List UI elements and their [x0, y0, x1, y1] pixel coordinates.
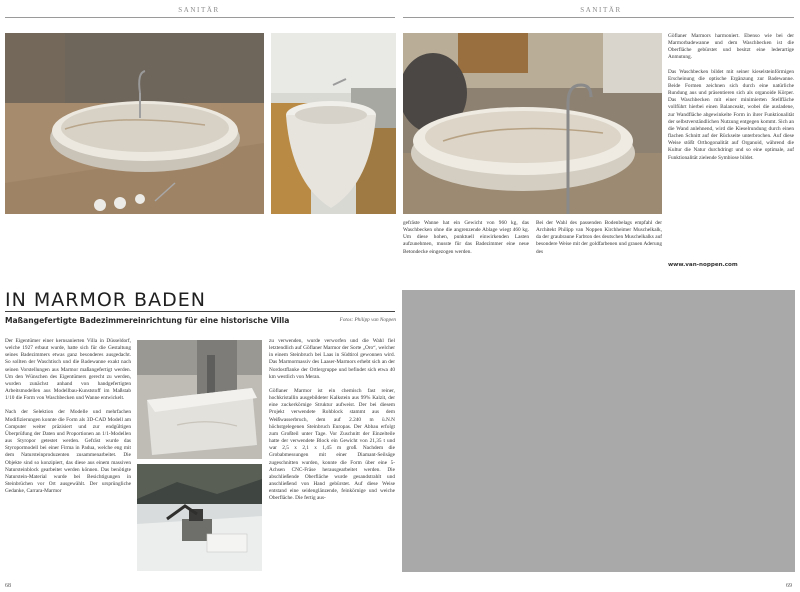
col1-paragraph-2: Nach der Selektion der Modelle und mehrfachen Modifizierungen konnte die Form als 3D-CAD Modell am Computer weiter präzisiert und zur endgültigen Überprüfung der Daten und Proportionen an 1/1-Modellen aus Styropor getestet werden. Gefräst wurde das Styropormodell bei einer Firma in Padua, welche eng mit dem Natursteinproduzenten zusammenarbeitet. Die Objekte sind so konzipiert, das diese aus einem massiven Natursteinblock gearbeitet werden können. Das benötigte Naturstein-Material wurde bei Besichtigungen in Steinbrüchen vor Ort ausgewählt. Der ursprüngliche Gedanke, Carrara-Marmor — [5, 409, 131, 495]
article-headline: IN MARMOR BADEN — [5, 289, 206, 311]
text-column-1 — [5, 338, 131, 582]
article-subheadline: Maßangefertigte Badezimmereinrichtung für eine historische Villa — [5, 316, 290, 325]
col3-paragraph-1: zu verwenden, wurde verworfen und die Wahl fiel letztendlich auf Göflaner Marmor der Sorte „Oro“, welcher in einem Steinbruch bei Laas in Südtirol gewonnen wird. Das Marmormassiv des Laaser-Marmors erhebt sich an der Nordostflanke der Ortlergruppe und befindet sich etwa 40 km westlich von Meran. — [269, 338, 395, 380]
left-page-number: 68 — [5, 583, 11, 589]
gray-image-panel — [402, 290, 795, 572]
marble-block-photo — [137, 340, 262, 459]
col3-paragraph-2: Göflaner Marmor ist ein chemisch fast reiner, hochkristallin ausgebildeter Kalkstein aus 99% Kalzit, der eine zuckerkörnige Struktur aufweist. Der bei diesem Projekt verwendete Rohblock stammt aus dem Weißwasserbruch, dem auf 2.240 m ü.N.N höchstgelegenen Steinbruch Europas. Der Abbau erfolgt zum Großteil unter Tage. Vor Zuschnitt der Einzelteile hatte der verwendete Block ein Gewicht von 21,35 t und war 2,5 x 2,1 x 1,45 m groß. Nachdem die Grobabmessungen mit einer Diamant-Seilsäge zugeschnitten wurden, konnte die Form über eine 5-Achsen CNC-Fräse herausgearbeitet werden. Die abschließende Oberfläche wurde gesandstrahlt und anschließend von Hand gebürstet. Auf diese Weise entstand eine seidenglänzende, feinkörnige und weiche Oberfläche. Die fertig aus- — [269, 387, 395, 502]
bathtub-photo — [5, 33, 264, 214]
col1-paragraph-1: Der Eigentümer einer kernsanierten Villa in Düsseldorf, welche 1927 erbaut wurde, hatte sich für die Gestaltung seines Badezimmers etwas ganz besonderes ausgedacht. So sollten der Waschtisch und die Badewanne exakt nach seinen Vorstellungen aus Marmor maßangefertigt werden. Um den Wünschen des Eigentümers gerecht zu werden, wurden zunächst anhand von handgefertigten Arbeitsmodellen aus Modellbau-Kunststoff im Maßstab 1/10 die Form von Waschbecken und Wanne entwickelt. — [5, 338, 131, 402]
left-top-rule — [5, 17, 395, 18]
right-caption-column-2: Bei der Wahl des passenden Bodenbelags empfahl der Architekt Philipp van Noppen Kirchheimer Muschelkalk, da der graubraune Farbton des deutschen Muschelkalks auf besondere Weise mit der goldfarbenen und grauen Aderung des — [536, 220, 662, 255]
side-paragraph-2: Das Waschbecken bildet mit seiner kieselsteinförmigen Erscheinung die optische Ergänzung zur Badewanne. Beide Formen zeichnen sich durch eine natürliche Rundung aus und präsentieren sich als organoide Körper. Das Waschbecken mit einer minimierten Stellfläche vollführt hierbei einen Balanceakt, wobei die ausladene, zur Wandfläche abgewinkelte Form in ihrer Funktionalität der selbstverständlichen Nutzung entgegen kommt. Sich an die Wand anlehnend, wird die Kieselrundung durch einen flachen Schnitt auf der Rückseite unterbrochen. Auf diese Weise stößt Orthogonalität auf Organoid, während die Kultur die Natur durchdringt und so eine optimale, auf Funktionalität zielende Symbiose bildet. — [668, 68, 794, 161]
washbasin-photo — [271, 33, 396, 214]
side-paragraph-1: Göflaner Marmors harmoniert. Ebenso wie bei der Marmorbadewanne und dem Waschbecken ist die Oberfläche gebürstet und besitzt eine lederartige Anmutung. — [668, 33, 794, 61]
website-link[interactable]: www.van-noppen.com — [668, 262, 738, 268]
photo-credit: Fotos: Philipp van Noppen — [339, 317, 396, 323]
right-page-number: 69 — [786, 583, 792, 589]
right-caption-column-1: gefräste Wanne hat ein Gewicht von 960 kg, das Waschbecken ohne die angrenzende Ablage wiegt 460 kg. Um diese hohen, punktuell einwirkenden Lasten aufzunehmen, musste für das Badezimmer eine neue Betondecke eingezogen werden. — [403, 220, 529, 255]
left-section-label: SANITÄR — [178, 6, 220, 14]
right-top-rule — [403, 17, 794, 18]
right-side-column — [668, 33, 794, 233]
headline-rule — [5, 311, 395, 312]
bathtub-detail-photo — [403, 33, 662, 214]
right-section-label: SANITÄR — [580, 6, 622, 14]
text-column-3 — [269, 338, 395, 582]
quarry-photo — [137, 464, 262, 571]
